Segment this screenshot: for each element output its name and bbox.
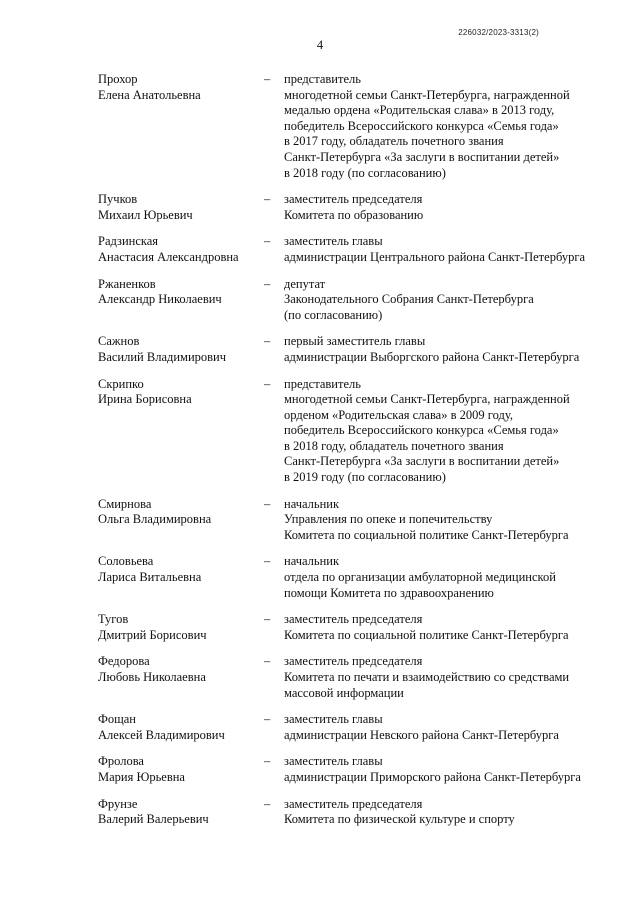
member-entry: [98, 497, 598, 544]
member-surname: Фощан: [98, 712, 136, 727]
member-surname: Фрунзе: [98, 796, 138, 811]
role-line: Комитета по образованию: [284, 207, 424, 222]
member-entry: [98, 234, 598, 265]
member-given-name: Валерий Валерьевич: [98, 812, 209, 827]
member-entry: [98, 334, 598, 365]
member-name-block: [98, 612, 264, 643]
member-role: [284, 234, 598, 265]
role-line: депутат: [284, 276, 326, 291]
role-line: администрации Невского района Санкт-Петербурга: [284, 727, 559, 742]
member-given-name: Любовь Николаевна: [98, 670, 206, 684]
member-surname: Сажнов: [98, 334, 140, 349]
member-name-block: [98, 334, 264, 365]
role-line: заместитель председателя: [284, 796, 423, 811]
member-name-block: [98, 377, 264, 486]
role-line: помощи Комитета по здравоохранению: [284, 585, 494, 600]
dash-separator: –: [264, 72, 271, 86]
role-line: победитель Всероссийского конкурса «Семья года»: [284, 423, 559, 438]
member-surname: Федорова: [98, 654, 150, 669]
member-entry: [98, 554, 598, 601]
member-entry: [98, 277, 598, 324]
page-number: 4: [316, 38, 324, 52]
role-line: Комитета по социальной политике Санкт-Петербурга: [284, 627, 569, 642]
role-line: Комитета по физической культуре и спорту: [284, 812, 515, 827]
member-name-block: [98, 72, 264, 181]
member-entry: [98, 797, 598, 828]
role-line: заместитель главы: [284, 754, 383, 769]
member-list: [98, 72, 598, 839]
member-entry: [98, 712, 598, 743]
member-role: [284, 192, 598, 223]
member-given-name: Мария Юрьевна: [98, 769, 185, 784]
role-line: заместитель главы: [284, 712, 383, 727]
member-given-name: Алексей Владимирович: [98, 727, 225, 742]
role-line: заместитель главы: [284, 234, 383, 249]
role-line: массовой информации: [284, 685, 404, 700]
dash-separator: –: [264, 654, 271, 669]
member-given-name: Елена Анатольевна: [98, 87, 201, 102]
role-line: отдела по организации амбулаторной медицинской: [284, 570, 556, 585]
member-role: [284, 654, 598, 701]
member-entry: [98, 754, 598, 785]
member-given-name: Анастасия Александровна: [98, 249, 239, 264]
member-name-block: [98, 554, 264, 601]
role-line: представитель: [284, 376, 361, 391]
role-line: администрации Приморского района Санкт-Петербурга: [284, 769, 581, 784]
member-role: [284, 712, 598, 743]
role-line: первый заместитель главы: [284, 334, 426, 349]
member-name-block: [98, 712, 264, 743]
dash-separator: –: [264, 796, 271, 811]
role-line: победитель Всероссийского конкурса «Семья года»: [284, 118, 559, 133]
member-entry: [98, 377, 598, 486]
member-given-name: Дмитрий Борисович: [98, 627, 207, 642]
member-name-block: [98, 277, 264, 324]
member-role: [284, 497, 598, 544]
member-surname: Пучков: [98, 192, 138, 207]
doc-number: 226032/2023-3313(2): [458, 28, 539, 37]
dash-separator: –: [264, 612, 271, 627]
member-name-block: [98, 754, 264, 785]
role-line: заместитель председателя: [284, 192, 423, 207]
member-surname: Соловьева: [98, 554, 154, 569]
role-line: заместитель председателя: [284, 612, 423, 627]
member-surname: Скрипко: [98, 376, 144, 391]
role-line: в 2018 году (по согласованию): [284, 165, 446, 180]
role-line: многодетной семьи Санкт-Петербурга, награжденной: [284, 392, 570, 407]
role-line: в 2017 году, обладатель почетного звания: [284, 134, 504, 149]
dash-separator: –: [264, 234, 271, 249]
member-role: [284, 334, 598, 365]
role-line: Санкт-Петербурга «За заслуги в воспитании детей»: [284, 454, 560, 469]
member-given-name: Александр Николаевич: [98, 292, 222, 307]
role-line: медалью ордена «Родительская слава» в 2013 году,: [284, 103, 555, 118]
member-role: [284, 72, 598, 181]
member-role: [284, 377, 598, 486]
role-line: многодетной семьи Санкт-Петербурга, награжденной: [284, 87, 570, 102]
role-line: заместитель председателя: [284, 654, 423, 669]
role-line: орденом «Родительская слава» в 2009 году,: [284, 407, 513, 422]
member-surname: Фролова: [98, 754, 144, 769]
member-name-block: [98, 497, 264, 544]
dash-separator: –: [264, 276, 271, 291]
member-role: [284, 797, 598, 828]
role-line: администрации Центрального района Санкт-Петербурга: [284, 249, 586, 264]
member-given-name: Михаил Юрьевич: [98, 207, 193, 222]
member-role: [284, 554, 598, 601]
member-role: [284, 754, 598, 785]
member-given-name: Ирина Борисовна: [98, 392, 192, 407]
member-name-block: [98, 234, 264, 265]
dash-separator: –: [264, 754, 271, 769]
role-line: (по согласованию): [284, 307, 383, 322]
role-line: администрации Выборгского района Санкт-Петербурга: [284, 349, 580, 364]
role-line: начальник: [284, 554, 340, 569]
dash-separator: –: [264, 334, 271, 349]
member-entry: [98, 612, 598, 643]
role-line: Санкт-Петербурга «За заслуги в воспитании детей»: [284, 149, 560, 164]
member-entry: [98, 72, 598, 181]
member-given-name: Лариса Витальевна: [98, 570, 202, 585]
member-name-block: [98, 192, 264, 223]
role-line: в 2018 году, обладатель почетного звания: [284, 438, 504, 453]
member-given-name: Василий Владимирович: [98, 349, 227, 364]
member-name-block: [98, 654, 264, 701]
role-line: Управления по опеке и попечительству: [284, 512, 493, 527]
role-line: в 2019 году (по согласованию): [284, 470, 446, 485]
dash-separator: –: [264, 376, 271, 391]
member-given-name: Ольга Владимировна: [98, 512, 212, 527]
role-line: начальник: [284, 496, 340, 511]
role-line: Законодательного Собрания Санкт-Петербурга: [284, 292, 534, 307]
member-role: [284, 612, 598, 643]
member-entry: [98, 192, 598, 223]
member-surname: Тугов: [98, 612, 129, 627]
dash-separator: –: [264, 554, 271, 569]
member-name-block: [98, 797, 264, 828]
member-surname: Ржаненков: [98, 276, 156, 291]
member-surname: Радзинская: [98, 234, 159, 249]
role-line: Комитета по социальной политике Санкт-Петербурга: [284, 527, 569, 542]
dash-separator: –: [264, 192, 271, 207]
dash-separator: –: [264, 496, 271, 511]
dash-separator: –: [264, 712, 271, 727]
member-role: [284, 277, 598, 324]
role-line: Комитета по печати и взаимодействию со средствами: [284, 670, 570, 684]
member-surname: Смирнова: [98, 496, 152, 511]
role-line: представитель: [284, 72, 361, 86]
member-surname: Прохор: [98, 72, 138, 86]
member-entry: [98, 654, 598, 701]
